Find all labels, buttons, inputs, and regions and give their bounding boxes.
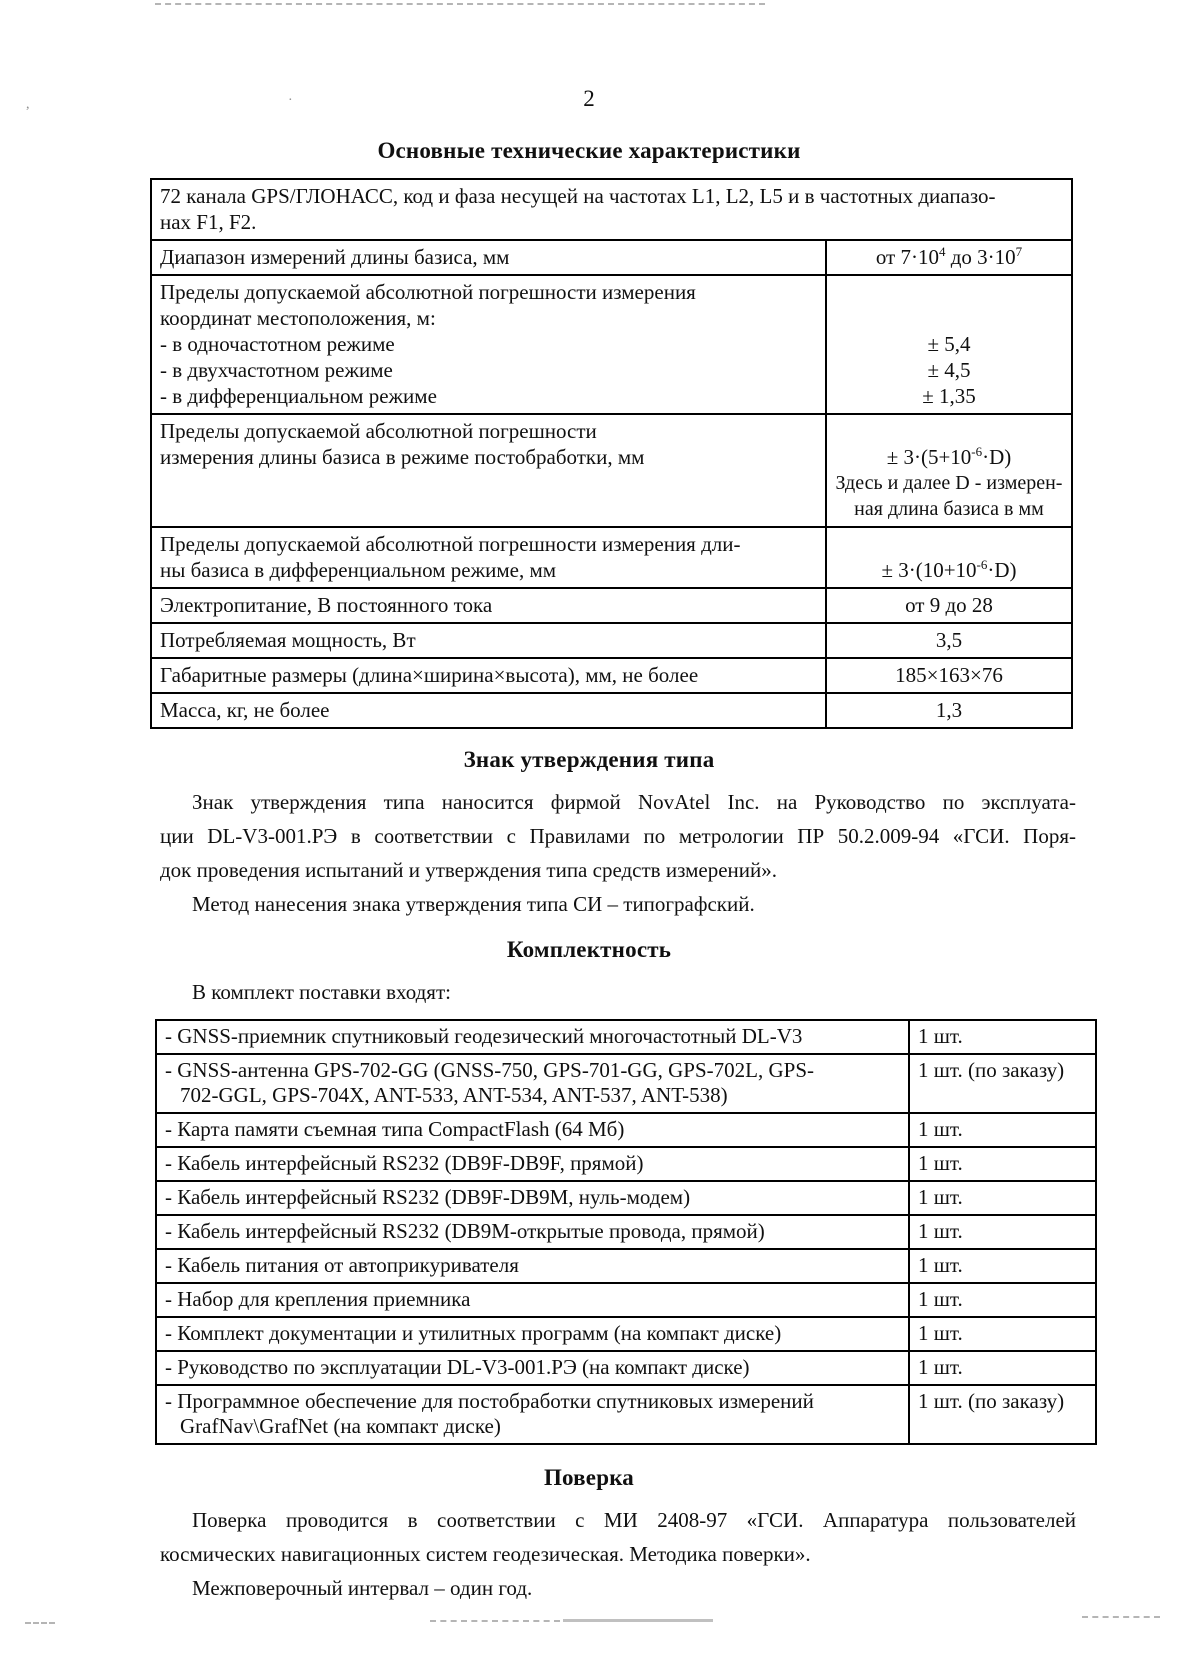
spec-row-baseline-range [152, 239, 1071, 274]
value-line: ± 5,4 [927, 332, 971, 356]
spec-value-cell [825, 589, 1071, 622]
package-row-mounting-kit [157, 1282, 1095, 1316]
text-line: измерения длины базиса в режиме постобработки, мм [160, 445, 645, 469]
spec-value-cell [825, 528, 1071, 587]
package-row-cable-nullmodem [157, 1180, 1095, 1214]
text-line: - Кабель интерфейсный RS232 (DB9F-DB9F, прямой) [165, 1151, 644, 1175]
spec-row-channels [152, 180, 1071, 239]
scan-artifact-top [155, 3, 765, 5]
spacer-line [835, 305, 1063, 331]
value-note-line: ная длина базиса в мм [854, 498, 1044, 520]
value-line: ± $3\cdot(10+10^{-6}\cdot D)$ [881, 557, 1017, 582]
spacer-line [835, 531, 1063, 557]
spec-row-postprocessing-error [152, 413, 1071, 526]
spec-label-cell [152, 694, 825, 727]
package-qty-cell [908, 1386, 1095, 1443]
value-note-line: Здесь и далее D - измерен- [835, 472, 1063, 494]
package-qty-cell [908, 1182, 1095, 1214]
spec-row-differential-error [152, 526, 1071, 587]
approval-paragraph [160, 785, 1076, 921]
text-line: - Руководство по эксплуатации DL-V3-001.РЭ (на компакт диске) [165, 1355, 750, 1379]
paragraph-line: космических навигационных систем геодезическая. Методика поверки». [160, 1542, 811, 1566]
spacer-line [835, 279, 1063, 305]
spec-value-cell [825, 241, 1071, 274]
package-item-cell [157, 1148, 908, 1180]
qty-line: 1 шт. [918, 1185, 963, 1209]
package-item-cell [157, 1352, 908, 1384]
qty-line: 1 шт. [918, 1253, 963, 1277]
text-line: Диапазон измерений длины базиса, мм [160, 245, 510, 269]
text-line: нах F1, F2. [160, 210, 257, 234]
value-line: 3,5 [935, 628, 963, 652]
spec-label-cell [152, 528, 825, 587]
scan-artifact-bottom-center [430, 1620, 560, 1622]
text-line: - Кабель интерфейсный RS232 (DB9M-открытые провода, прямой) [165, 1219, 765, 1243]
value-line: 1,3 [935, 698, 963, 722]
package-row-manual [157, 1350, 1095, 1384]
package-row-memory-card [157, 1112, 1095, 1146]
package-qty-cell [908, 1284, 1095, 1316]
package-qty-cell [908, 1352, 1095, 1384]
text-line: - Программное обеспечение для постобработки спутниковых измерений [165, 1389, 814, 1413]
text-line: - Кабель питания от автоприкуривателя [165, 1253, 519, 1277]
qty-line: 1 шт. (по заказу) [918, 1058, 1065, 1082]
package-row-antenna [157, 1053, 1095, 1112]
text-line: Пределы допускаемой абсолютной погрешности измерения дли- [160, 532, 741, 556]
text-line: - GNSS-приемник спутниковый геодезический многочастотный DL-V3 [165, 1024, 803, 1048]
package-intro-paragraph [160, 975, 1076, 1009]
spec-value-cell [825, 694, 1071, 727]
text-line: GrafNav\GrafNet (на компакт диске) [180, 1414, 501, 1438]
scan-artifact-bottom-right [1082, 1616, 1160, 1618]
text-line: Габаритные размеры (длина×ширина×высота), мм, не более [160, 663, 699, 687]
section-title-verification: Поверка [543, 1465, 635, 1490]
paragraph-line: Метод нанесения знака утверждения типа СИ – типографский. [192, 892, 755, 916]
package-qty-cell [908, 1114, 1095, 1146]
qty-line: 1 шт. [918, 1117, 963, 1141]
package-row-software [157, 1384, 1095, 1443]
scan-speck: · [288, 93, 293, 108]
package-item-cell [157, 1216, 908, 1248]
spec-value-cell [825, 276, 1071, 413]
spec-row-dimensions [152, 657, 1071, 692]
page-number: 2 [583, 86, 595, 111]
package-item-cell [157, 1021, 908, 1053]
text-line: - Кабель интерфейсный RS232 (DB9F-DB9M, нуль-модем) [165, 1185, 691, 1209]
qty-line: 1 шт. [918, 1287, 963, 1311]
package-item-cell [157, 1284, 908, 1316]
paragraph-line: Знак утверждения типа наносится фирмой NovAtel Inc. на Руководство по эксплуата- [192, 790, 1076, 814]
spec-value-cell [825, 624, 1071, 657]
text-line: координат местоположения, м: [160, 306, 436, 330]
spec-label-cell [152, 624, 825, 657]
text-line: - Набор для крепления приемника [165, 1287, 471, 1311]
scan-artifact-bottom-left [25, 1622, 55, 1624]
value-line: ± 4,5 [927, 358, 971, 382]
spec-row-power-supply [152, 587, 1071, 622]
spec-label-cell [152, 415, 825, 526]
text-line: Потребляемая мощность, Вт [160, 628, 416, 652]
package-row-power-cable [157, 1248, 1095, 1282]
text-line: Электропитание, В постоянного тока [160, 593, 493, 617]
spacer-line [835, 418, 1063, 444]
qty-line: 1 шт. (по заказу) [918, 1389, 1065, 1413]
spec-row-coordinate-error [152, 274, 1071, 413]
value-line: ± $3\cdot(5+10^{-6}\cdot D)$ [886, 444, 1012, 469]
package-row-cable-openwires [157, 1214, 1095, 1248]
text-line: 72 канала GPS/ГЛОНАСС, код и фаза несущей на частотах L1, L2, L5 и в частотных диапазо- [160, 184, 996, 208]
value-line: 185×163×76 [895, 663, 1003, 687]
section-title-specs: Основные технические характеристики [377, 138, 801, 163]
text-line: - GNSS-антенна GPS-702-GG (GNSS-750, GPS-701-GG, GPS-702L, GPS- [165, 1058, 815, 1082]
qty-line: 1 шт. [918, 1219, 963, 1243]
package-qty-cell [908, 1055, 1095, 1112]
value-line: от $7\cdot 10^4$ до $3\cdot 10^7$ [875, 244, 1023, 269]
text-line: - в двухчастотном режиме [160, 358, 393, 382]
specs-table [150, 178, 1073, 729]
qty-line: 1 шт. [918, 1321, 963, 1345]
section-title-approval: Знак утверждения типа [463, 747, 715, 772]
spec-value-cell [825, 659, 1071, 692]
qty-line: 1 шт. [918, 1151, 963, 1175]
paragraph-line: В комплект поставки входят: [192, 980, 451, 1004]
package-qty-cell [908, 1216, 1095, 1248]
text-line: ны базиса в дифференциальном режиме, мм [160, 558, 557, 582]
spec-row-mass [152, 692, 1071, 727]
paragraph-line: док проведения испытаний и утверждения типа средств измерений». [160, 858, 777, 882]
paragraph-line: ции DL-V3-001.РЭ в соответствии с Правилами по метрологии ПР 50.2.009-94 «ГСИ. Поря- [160, 824, 1076, 848]
package-item-cell [157, 1114, 908, 1146]
spec-label-cell [152, 241, 825, 274]
spec-value-cell [825, 415, 1071, 526]
package-row-cable-db9f-db9f [157, 1146, 1095, 1180]
text-line: Пределы допускаемой абсолютной погрешности [160, 419, 597, 443]
package-qty-cell [908, 1318, 1095, 1350]
value-line: ± 1,35 [922, 384, 976, 408]
package-qty-cell [908, 1250, 1095, 1282]
spec-label-cell [152, 589, 825, 622]
text-line: - Карта памяти съемная типа CompactFlash (64 Мб) [165, 1117, 625, 1141]
paragraph-line: Межповерочный интервал – один год. [192, 1576, 533, 1600]
text-line: Пределы допускаемой абсолютной погрешности измерения [160, 280, 696, 304]
scan-speck: , [26, 97, 30, 112]
spec-row-power-consumption [152, 622, 1071, 657]
package-row-documentation [157, 1316, 1095, 1350]
section-title-package: Комплектность [506, 937, 672, 962]
spec-channels-cell [152, 180, 1071, 239]
package-item-cell [157, 1386, 908, 1443]
package-qty-cell [908, 1148, 1095, 1180]
package-item-cell [157, 1318, 908, 1350]
package-item-cell [157, 1055, 908, 1112]
package-item-cell [157, 1182, 908, 1214]
qty-line: 1 шт. [918, 1024, 963, 1048]
package-item-cell [157, 1250, 908, 1282]
text-line: - Комплект документации и утилитных программ (на компакт диске) [165, 1321, 782, 1345]
spec-label-cell [152, 659, 825, 692]
text-line: - в одночастотном режиме [160, 332, 395, 356]
verification-paragraph [160, 1503, 1076, 1605]
text-line: - в дифференциальном режиме [160, 384, 437, 408]
spec-label-cell [152, 276, 825, 413]
scan-artifact-bottom-center2 [563, 1619, 713, 1622]
qty-line: 1 шт. [918, 1355, 963, 1379]
package-qty-cell [908, 1021, 1095, 1053]
package-table [155, 1019, 1097, 1445]
value-line: от 9 до 28 [905, 593, 993, 617]
package-row-receiver [157, 1021, 1095, 1053]
text-line: 702-GGL, GPS-704X, ANT-533, ANT-534, ANT-537, ANT-538) [180, 1083, 728, 1107]
text-line: Масса, кг, не более [160, 698, 330, 722]
paragraph-line: Поверка проводится в соответствии с МИ 2408-97 «ГСИ. Аппаратура пользователей [192, 1508, 1076, 1532]
